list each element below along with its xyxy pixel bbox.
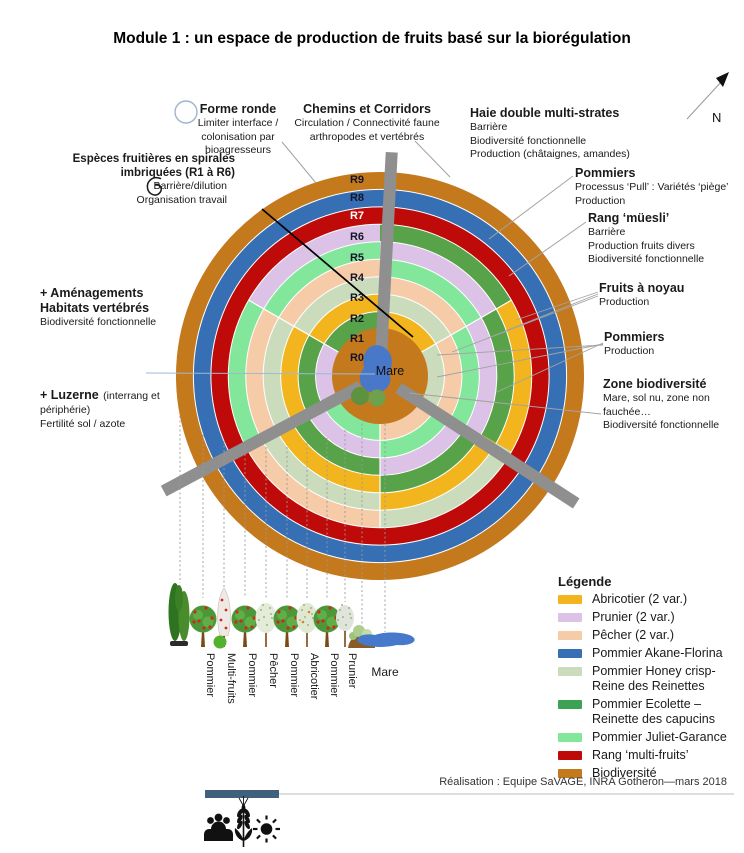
legend-item: [558, 628, 740, 643]
sun-icon: [253, 816, 280, 843]
bush-icon: [351, 387, 369, 405]
annotation-zone-biodiversite: Zone biodiversité Mare, sol nu, zone non fauchée… Biodiversité fonctionnelle: [603, 377, 744, 433]
annotation-title: Pommiers: [575, 166, 636, 180]
ring-label-R8: R8: [349, 192, 365, 204]
tree-icon-pecher: [256, 603, 277, 647]
annotation-title: + Aménagements: [40, 286, 144, 300]
legend-item: [558, 730, 740, 745]
legend-swatch: [558, 751, 582, 760]
leader-pommiers-pull: [489, 176, 573, 239]
annotation-pommiers-production: Pommiers Production: [604, 330, 724, 359]
legend-label: Rang ‘multi-fruits’: [592, 748, 689, 762]
tree-label: Pommier: [328, 653, 340, 698]
annotation-title: Pommiers: [604, 330, 665, 344]
annotation-rang-muesli: Rang ‘müesli’ Barrière Production fruits divers Biodiversité fonctionnelle: [588, 211, 740, 267]
ring-label-R2: R2: [349, 313, 365, 325]
tree-label: Prunier: [346, 653, 358, 689]
tree-label: Multi-fruits: [225, 653, 237, 704]
ring-label-R9: R9: [349, 174, 365, 186]
ring-label-R7: R7: [349, 210, 365, 222]
legend-swatch: [558, 649, 582, 658]
annotation-title: Espèces fruitières en spirales: [72, 153, 235, 165]
legend-swatch: [558, 631, 582, 640]
tree-label: Pêcher: [267, 653, 279, 688]
legend-label: Abricotier (2 var.): [592, 592, 688, 606]
scale-bar-segment: [205, 790, 279, 798]
legend-swatch: [558, 613, 582, 622]
annotation-title: Zone biodiversité: [603, 377, 707, 391]
annotation-title: Forme ronde: [199, 102, 277, 116]
legend-item: [558, 592, 740, 607]
legend-label: Pommier Ecolette –: [592, 697, 702, 711]
legend-label: Biodiversité: [592, 766, 657, 780]
annotation-amenagements: + Aménagements Habitats vertébrés Biodiversité fonctionnelle: [40, 286, 185, 330]
wheat-icon: [235, 796, 252, 847]
scale-bar: [205, 790, 734, 798]
north-label: N: [712, 110, 722, 125]
legend-item: [558, 664, 740, 679]
legend-item: [558, 646, 740, 661]
legend-item: [558, 610, 740, 625]
ring-label-R5: R5: [349, 252, 365, 264]
tree-label: Pommier: [288, 653, 300, 698]
legend-label-line2: Reine des Reinettes: [592, 679, 705, 693]
annotation-luzerne: + Luzerne (interrang et périphérie) Fertilité sol / azote: [40, 388, 160, 430]
tree-label: Pommier: [246, 653, 258, 698]
annotation-fruits-noyau: Fruits à noyau Production: [599, 281, 739, 310]
annotation-title: Haie double multi-strates: [470, 106, 620, 120]
annotation-title: Fruits à noyau: [599, 281, 685, 295]
annotation-haie-double: Haie double multi-strates Barrière Biodiversité fonctionnelle Production (châtaignes, amandes): [470, 106, 665, 162]
legend-label-line2: Reinette des capucins: [592, 712, 715, 726]
legend-swatch: [558, 733, 582, 742]
ring-label-R1: R1: [349, 333, 365, 345]
ring-label-R4: R4: [349, 272, 365, 284]
tree-label: Pommier: [204, 653, 216, 698]
north-arrow: [687, 72, 729, 119]
tree-label: Abricotier: [308, 653, 320, 700]
credit-text: Réalisation : Equipe SaVAGE, INRA Gotheron—mars 2018: [439, 776, 727, 788]
tree-label-mare: Mare: [371, 665, 399, 679]
annotation-pommiers-pull: Pommiers Processus ‘Pull’ : Variétés ‘piège’ Production: [575, 166, 740, 208]
legend-swatch: [558, 667, 582, 676]
annotation-chemins-corridors: Chemins et Corridors Circulation / Connectivité faune arthropodes et vertébrés: [294, 102, 440, 143]
legend-label: Pommier Honey crisp-: [592, 664, 716, 678]
legend-label: Pommier Juliet-Garance: [592, 730, 727, 744]
tree-icon-hedge: [169, 583, 190, 646]
mare-center-label: Mare: [375, 364, 405, 378]
annotation-title: Chemins et Corridors: [303, 102, 431, 116]
ring-label-R0: R0: [349, 352, 365, 364]
legend-label: Prunier (2 var.): [592, 610, 675, 624]
ring-label-R6: R6: [349, 231, 365, 243]
legend-label: Pêcher (2 var.): [592, 628, 674, 642]
tree-icon-abricotier: [297, 603, 318, 647]
legend: [558, 574, 740, 781]
legend-swatch: [558, 595, 582, 604]
bush-icon: [369, 390, 386, 407]
annotation-especes-spirales: Espèces fruitières en spirales imbriquées (R1 à R6) Barrière/dilution Organisation travail: [60, 152, 235, 207]
legend-label: Pommier Akane-Florina: [592, 646, 723, 660]
legend-swatch: [558, 700, 582, 709]
page-title: Module 1 : un espace de production de fruits basé sur la biorégulation: [113, 30, 631, 47]
people-icon: [204, 814, 233, 841]
leader-chemins: [415, 141, 450, 177]
annotation-forme-ronde: Forme ronde Limiter interface / colonisation par bioagresseurs: [168, 102, 308, 158]
annotation-title: + Luzerne: [40, 388, 99, 402]
tree-icon-mare: [357, 633, 414, 647]
annotation-title: Rang ‘müesli’: [588, 211, 670, 225]
ring-label-R3: R3: [349, 292, 365, 304]
legend-title: Légende: [558, 574, 612, 589]
legend-item: [558, 748, 740, 763]
legend-item: [558, 697, 740, 712]
